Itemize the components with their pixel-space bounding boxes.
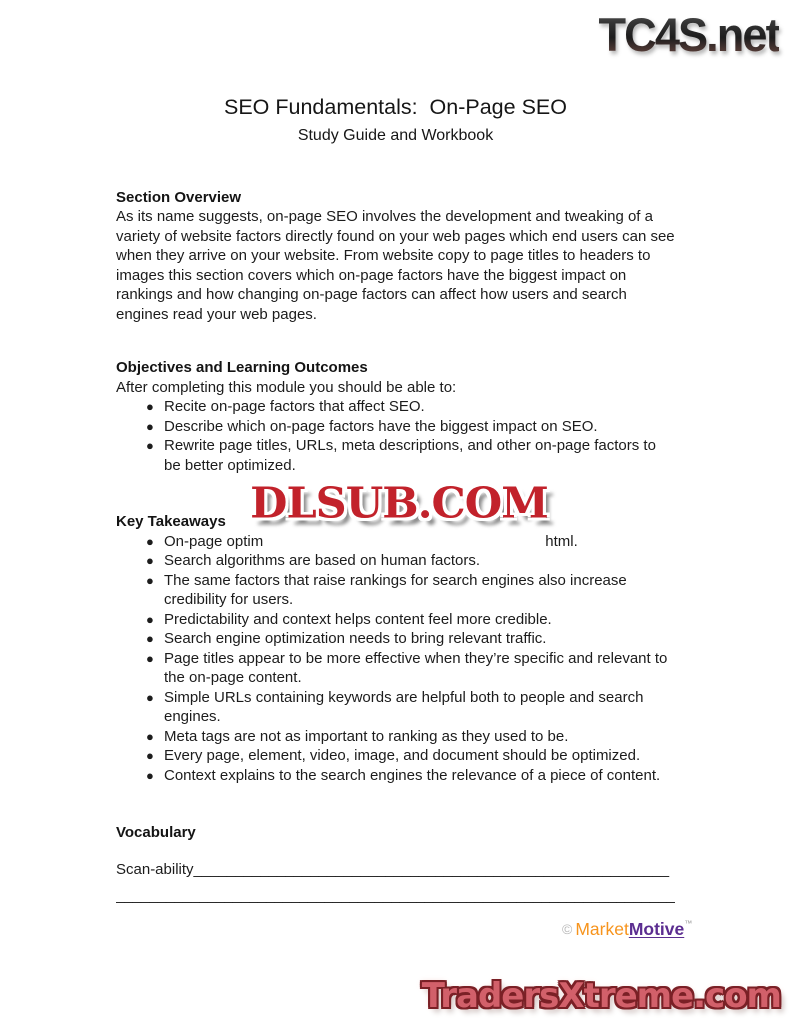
section-vocabulary xyxy=(116,823,675,906)
takeaway-text: Search algorithms are based on human factors. xyxy=(164,552,481,570)
tradersxtreme-logo: TradersXtreme.com xyxy=(421,976,781,1016)
objective-item xyxy=(116,417,675,437)
takeaway-text: Predictability and context helps content feel more credible. xyxy=(164,610,552,628)
fill-in-blank: _________________________________________________________ xyxy=(193,860,670,878)
marketmotive-motive-text: Motive xyxy=(628,919,685,939)
objectives-intro: After completing this module you should be able to: xyxy=(116,378,457,396)
key-takeaways-heading: Key Takeaways xyxy=(116,513,226,531)
bullet-icon: ● xyxy=(146,650,154,666)
dlsub-watermark: DLSUB.COM xyxy=(250,479,548,529)
vocab-term: Scan-ability xyxy=(116,860,194,878)
takeaway-item xyxy=(116,551,675,571)
page-title: SEO Fundamentals: On-Page SEO xyxy=(224,95,567,119)
takeaway-text: The same factors that raise rankings for search engines also increase credibility for users. xyxy=(164,571,627,609)
bullet-icon: ● xyxy=(146,767,154,783)
objectives-heading: Objectives and Learning Outcomes xyxy=(116,359,368,377)
takeaway-visible-prefix: On-page optim xyxy=(164,532,264,550)
bullet-icon: ● xyxy=(146,399,154,415)
takeaway-item xyxy=(116,746,675,766)
section-overview-paragraph: As its name suggests, on-page SEO involves the development and tweaking of a variety of website factors directly found on your web pages which end users can see when they arrive on your website. From website copy to page titles to headers to images this section covers which on-page factors have the biggest impact on rankings and how changing on-page factors can affect how users and search engines read your web pages. xyxy=(116,208,675,323)
bullet-icon: ● xyxy=(146,553,154,569)
takeaway-item xyxy=(116,649,675,688)
bullet-icon: ● xyxy=(146,611,154,627)
section-key-takeaways xyxy=(116,512,675,785)
marketmotive-market-text: Market xyxy=(575,919,629,939)
takeaway-item xyxy=(116,727,675,747)
vocab-fill-in-line xyxy=(116,886,675,906)
bullet-icon: ● xyxy=(146,438,154,454)
bullet-icon: ● xyxy=(146,533,154,549)
takeaway-item xyxy=(116,571,675,610)
objectives-list xyxy=(116,397,675,475)
bullet-icon: ● xyxy=(146,631,154,647)
takeaway-item-obscured xyxy=(116,532,675,552)
takeaway-text: Search engine optimization needs to bring relevant traffic. xyxy=(164,630,547,648)
takeaway-text: Context explains to the search engines the relevance of a piece of content. xyxy=(164,766,661,784)
bullet-icon: ● xyxy=(146,748,154,764)
bullet-icon: ● xyxy=(146,689,154,705)
takeaway-item xyxy=(116,688,675,727)
bullet-icon: ● xyxy=(146,728,154,744)
bullet-icon: ● xyxy=(146,418,154,434)
fill-in-blank: ___________________________________________________________________ xyxy=(116,887,675,905)
page-subtitle: Study Guide and Workbook xyxy=(297,126,494,144)
takeaway-item xyxy=(116,610,675,630)
section-objectives xyxy=(116,358,675,475)
objective-text: Recite on-page factors that affect SEO. xyxy=(164,398,425,416)
takeaway-item xyxy=(116,766,675,786)
takeaway-text: Page titles appear to be more effective when they’re specific and relevant to the on-page content. xyxy=(164,649,668,687)
takeaway-text: Every page, element, video, image, and document should be optimized. xyxy=(164,747,641,765)
takeaway-text: Meta tags are not as important to ranking as they used to be. xyxy=(164,727,569,745)
objective-item xyxy=(116,436,675,475)
section-overview-heading: Section Overview xyxy=(116,188,242,206)
takeaway-text xyxy=(164,532,675,552)
key-takeaways-list xyxy=(116,532,675,786)
section-overview xyxy=(116,188,675,325)
copyright-icon: © xyxy=(562,921,573,937)
objective-text: Rewrite page titles, URLs, meta descriptions, and other on-page factors to be better optimized. xyxy=(164,437,656,474)
tc4s-site-logo: TC4S.net xyxy=(599,4,779,65)
marketmotive-logo xyxy=(562,918,692,941)
trademark-icon: ™ xyxy=(684,919,693,928)
objective-item xyxy=(116,397,675,417)
objective-text: Describe which on-page factors have the biggest impact on SEO. xyxy=(164,417,598,435)
takeaway-visible-suffix: html. xyxy=(545,532,578,550)
vocabulary-heading: Vocabulary xyxy=(116,824,196,842)
takeaway-text: Simple URLs containing keywords are helpful both to people and search engines. xyxy=(164,688,644,726)
takeaway-item xyxy=(116,629,675,649)
vocab-fill-in-line xyxy=(116,860,675,880)
bullet-icon: ● xyxy=(146,572,154,588)
